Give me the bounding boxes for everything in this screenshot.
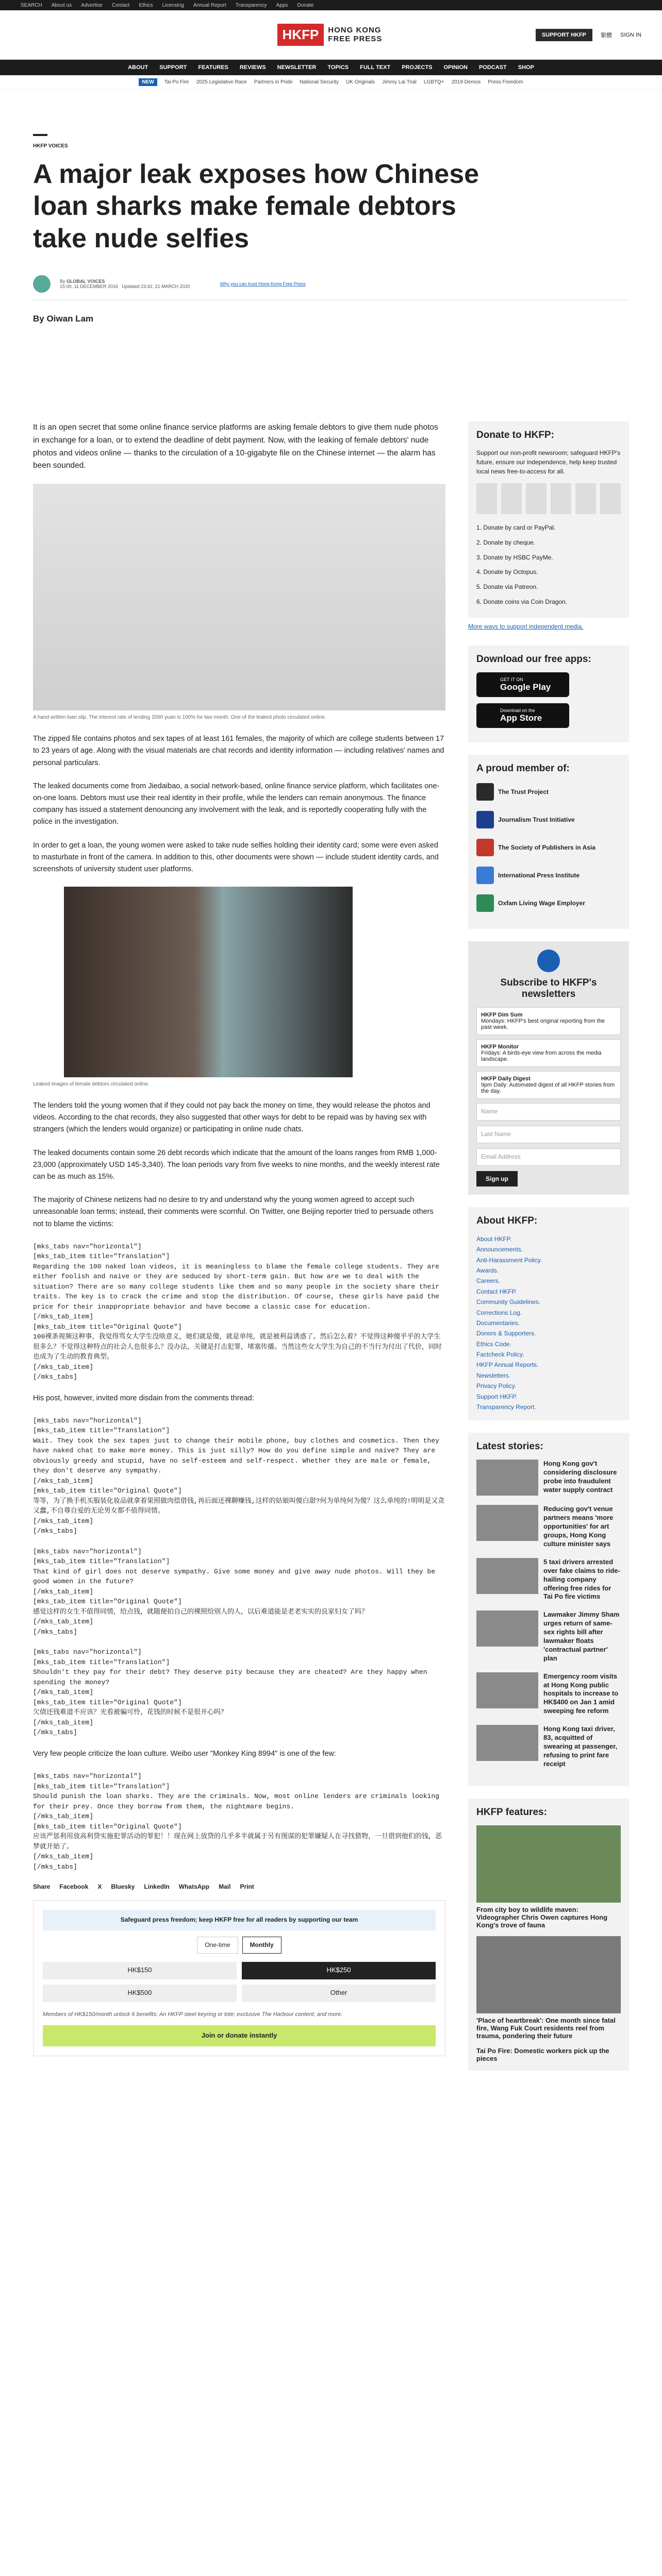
nav-opinion[interactable]: OPINION bbox=[443, 64, 468, 71]
article-title: A major leak exposes how Chinese loan sharks make female debtors take nude selfies bbox=[33, 159, 479, 253]
newsletter-panel bbox=[468, 941, 629, 1195]
author-avatar bbox=[33, 275, 51, 293]
tier-option[interactable]: HK$500 bbox=[43, 1985, 237, 2002]
donate-method[interactable]: 3. Donate by HSBC PayMe. bbox=[476, 553, 553, 561]
latest-item[interactable]: Hong Kong taxi driver, 83, acquitted of swearing at passenger, refusing to print fare receipt bbox=[476, 1725, 621, 1768]
share-linkedin[interactable]: LinkedIn bbox=[144, 1883, 170, 1891]
nav-support[interactable]: SUPPORT bbox=[159, 64, 187, 71]
paragraph: His post, however, invited more disdain from the comments thread: bbox=[33, 1394, 254, 1402]
sopa-icon bbox=[476, 839, 494, 856]
share-mail[interactable]: Mail bbox=[219, 1883, 231, 1891]
paragraph: The leaked documents contain some 26 debt records which indicate that the amount of the loans ranges from RMB 1,000-23,000 (approximately USD 145-3,340). The loan periods vary from five weeks to nine months, and the weekly interest rate can be as much as 15%. bbox=[33, 1148, 440, 1181]
quote-block: [mks_tabs nav="horizontal"] [mks_tab_item title="Translation"] That kind of girl does not deserve sympathy. Give some money and give away nude photos. Will they be good women in the future? [/mks_tab_item] [mks_tab_item title="Original Quote"] 感觉这样的女生不值得同情，给点钱，就随便拍自己的裸照给别人的人，以后难道能是老老实实的良家妇女了吗？ [/mks_tab_item] [/mks_tabs] bbox=[33, 1547, 436, 1636]
logo-line1: HONG KONG bbox=[328, 26, 382, 35]
jti-icon bbox=[476, 811, 494, 828]
nav-features[interactable]: FEATURES bbox=[198, 64, 228, 71]
hkfp-badge-icon bbox=[537, 950, 560, 972]
nav-topics[interactable]: TOPICS bbox=[327, 64, 349, 71]
member-logo[interactable]: Journalism Trust Initiative bbox=[476, 809, 621, 830]
features-panel bbox=[468, 1799, 629, 2071]
quote-block: [mks_tabs nav="horizontal"] [mks_tab_item title="Translation"] Shouldn't they pay for their debt? They deserve pity because they are cheated? Are they happy when spending the money? [/mks_tab_item] [mks_tab_item title="Original Quote"] 欠债还钱难道不应该？光看被骗可怜，花钱的时候不是很开心吗？ [/mks_tab_item] [/mks_tabs] bbox=[33, 1648, 427, 1737]
donate-method[interactable]: 6. Donate coins via Coin Dragon. bbox=[476, 598, 568, 605]
share-facebook[interactable]: Facebook bbox=[59, 1883, 89, 1891]
about-link[interactable]: Ethics Code. bbox=[476, 1340, 512, 1348]
trend-item[interactable]: Partners in Pride bbox=[254, 79, 293, 85]
logo-mark: HKFP bbox=[277, 24, 324, 46]
payment-icons bbox=[476, 483, 621, 514]
newsletter-option[interactable]: HKFP Dim Sum Mondays: HKFP's best original reporting from the past week. bbox=[476, 1007, 621, 1035]
trend-item[interactable]: 2019 Demos bbox=[451, 79, 481, 85]
article-header bbox=[33, 134, 629, 340]
about-panel bbox=[468, 1207, 629, 1421]
share-whatsapp[interactable]: WhatsApp bbox=[178, 1883, 210, 1891]
donate-method[interactable]: 2. Donate by cheque. bbox=[476, 538, 536, 546]
topbar-contact[interactable]: Contact bbox=[111, 2, 130, 8]
about-link[interactable]: Documentaries. bbox=[476, 1319, 520, 1327]
share-x[interactable]: X bbox=[97, 1883, 102, 1891]
thumbnail bbox=[476, 1558, 538, 1594]
about-link[interactable]: Newsletters. bbox=[476, 1371, 511, 1379]
paragraph: In order to get a loan, the young women were asked to take nude selfies holding their identity card; some were even asked to masturbate in front of the camera. In addition to this, other documents were shown — include student identity cards, and screenshots of university student user platforms. bbox=[33, 841, 439, 873]
paragraph: The lenders told the young women that if they could not pay back the money on time, they would release the photos and videos. According to the chat records, they also suggested that other ways for debt to be repaid was by having sex with strangers (which the lenders would organize) or participating in online nude chats. bbox=[33, 1101, 431, 1134]
about-link[interactable]: About HKFP. bbox=[476, 1235, 512, 1243]
support-hkfp-button[interactable]: SUPPORT HKFP bbox=[536, 29, 592, 41]
newsletter-option[interactable]: HKFP Daily Digest 9pm Daily: Automated digest of all HKFP stories from the day. bbox=[476, 1071, 621, 1099]
lead-paragraph: It is an open secret that some online finance service platforms are asking female debtors to give them nude photos in exchange for a loan, or to extend the deadline of debt payment. Now, with the leaking of female debtors' nude photos and videos online — thanks to the circulation of a 10-gigabyte file on the Chinese internet — the alarm has been sounded. bbox=[33, 423, 438, 470]
nav-reviews[interactable]: REVIEWS bbox=[239, 64, 266, 71]
paragraph: The zipped file contains photos and sex tapes of at least 161 females, the majority of which are college students between 17 to 23 years of age. Along with the visual materials are chat records and identity information — including relatives' names and personal particulars. bbox=[33, 735, 444, 767]
thumbnail bbox=[476, 1725, 538, 1761]
nav-newsletter[interactable]: NEWSLETTER bbox=[277, 64, 317, 71]
paragraph: Very few people criticize the loan culture. Weibo user "Monkey King 8994" is one of the few: bbox=[33, 1749, 336, 1758]
feature-headline[interactable]: 'Place of heartbreak': One month since fatal fire, Wang Fuk Court residents reel from trauma, pondering their future bbox=[476, 2016, 616, 2040]
nav-shop[interactable]: SHOP bbox=[518, 64, 534, 71]
latest-item[interactable]: Reducing gov't venue partners means 'more opportunities' for art groups, Hong Kong culture minister says bbox=[476, 1505, 621, 1548]
trust-link[interactable]: Why you can trust Hong Kong Free Press bbox=[220, 281, 306, 287]
tier-option-selected[interactable]: HK$250 bbox=[242, 1962, 436, 1979]
share-print[interactable]: Print bbox=[240, 1883, 254, 1891]
apps-panel bbox=[468, 646, 629, 742]
loan-slip-photo bbox=[33, 484, 445, 710]
topbar-search[interactable]: SEARCH bbox=[21, 2, 42, 8]
logo-line2: FREE PRESS bbox=[328, 34, 383, 43]
feature-headline[interactable]: Tai Po Fire: Domestic workers pick up the pieces bbox=[476, 2046, 609, 2062]
newsletter-title: Subscribe to HKFP's newsletters bbox=[500, 977, 597, 999]
tab-monthly[interactable]: Monthly bbox=[242, 1937, 282, 1954]
paragraph: The leaked documents come from Jiedaibao, a social network-based, online finance service platform, which facilitates one-on-one loans. Debtors must use their real identity in their profile, while the lenders can remain anonymous. The finance company has issued a statement denouncing any involvement with the leak, and is reportedly cooperating fully with the police in the investigation. bbox=[33, 782, 440, 826]
member-logo[interactable]: International Press Institute bbox=[476, 865, 621, 886]
about-link[interactable]: Privacy Policy. bbox=[476, 1382, 517, 1390]
apps-title: Download our free apps: bbox=[476, 653, 591, 665]
site-logo[interactable] bbox=[277, 24, 383, 46]
trend-item[interactable]: Press Freedom bbox=[488, 79, 523, 85]
publish-date: 15:00, 11 DECEMBER 2016 bbox=[60, 284, 118, 290]
article-body bbox=[33, 421, 445, 2066]
new-badge: NEW bbox=[139, 78, 157, 86]
about-link[interactable]: Careers. bbox=[476, 1277, 501, 1285]
tier-option[interactable]: HK$150 bbox=[43, 1962, 237, 1979]
trend-item[interactable]: Jimmy Lai Trial bbox=[382, 79, 417, 85]
trend-item[interactable]: 2025 Legislative Race bbox=[196, 79, 247, 85]
topbar-donate[interactable]: Donate bbox=[297, 2, 314, 8]
about-link[interactable]: Announcements. bbox=[476, 1246, 523, 1253]
feature-image[interactable] bbox=[476, 1936, 621, 2013]
nav-about[interactable]: ABOUT bbox=[128, 64, 148, 71]
topbar-advertise[interactable]: Advertise bbox=[81, 2, 103, 8]
about-link[interactable]: Factcheck Policy. bbox=[476, 1351, 524, 1359]
member-title: A proud member of: bbox=[476, 762, 570, 774]
latest-item[interactable]: 5 taxi drivers arrested over fake claims to ride-hailing company offering free rides for Tai Po fire victims bbox=[476, 1558, 621, 1601]
top-utility-bar bbox=[0, 0, 662, 10]
thumbnail bbox=[476, 1460, 538, 1496]
latest-title: Latest stories: bbox=[476, 1441, 543, 1452]
article-kicker[interactable]: HKFP VOICES bbox=[33, 143, 68, 149]
share-label: Share bbox=[33, 1883, 51, 1891]
trend-item[interactable]: UK Originals bbox=[345, 79, 375, 85]
topbar-about[interactable]: About us bbox=[51, 2, 72, 8]
about-link[interactable]: Contact HKFP. bbox=[476, 1287, 517, 1295]
tab-one-time[interactable]: One-time bbox=[197, 1937, 238, 1954]
sidebar bbox=[468, 421, 629, 2071]
sign-in-link[interactable]: SIGN IN bbox=[620, 31, 641, 38]
donate-text: Support our non-profit newsroom; safeguard HKFP's future, ensure our independence, help keep trusted local news free-to-access for all. bbox=[476, 449, 621, 475]
trust-project-icon bbox=[476, 783, 494, 801]
quote-block: [mks_tabs nav="horizontal"] [mks_tab_item title="Translation"] Should punish the loan sharks. They are the criminals. Now, most online lenders are criminals looking for their prey. Once they borrow from them, the nightmare begins. [/mks_tab_item] [mks_tab_item title="Original Quote"] 应该严惩利用放高利贷实施犯罪活动的罪犯！！现在网上放贷的几乎多半就属于另有图谋的犯罪嫌疑人在寻找猎物，一旦借到他们的钱，恶梦就开始了。 [/mks_tab_item] [/mks_tabs] bbox=[33, 1772, 442, 1871]
member-logo[interactable]: The Society of Publishers in Asia bbox=[476, 837, 621, 858]
member-logo[interactable]: Oxfam Living Wage Employer bbox=[476, 893, 621, 913]
about-link[interactable]: Donors & Supporters. bbox=[476, 1330, 536, 1337]
quote-block: [mks_tabs nav="horizontal"] [mks_tab_item title="Translation"] Regarding the 100 naked loan videos, it is meaningless to blame the female college students. They are either foolish and naive or they are seduced by short-term gain. But how are we to deal with the situation? There are so many college students like them and so many people in the society share their traits. The key is to crack the crime and stop the distribution. Of course, these girls have paid the price for their inappropriate behavior and have become a classic case for education. [/mks_tab_item] [mks_tab_item title="Original Quote"] 100裸条视频这种事，我觉得骂女大学生没啥意义，她们就是傻，就是单纯，就是被利益诱惑了。然后怎么着？不觉得这种傻乎乎的大学生很多么？不觉得这种特点的社会人也很多么？没办法，关键是打击犯罪，堵塞传播。当然这些女大学生为自己的不当行为付出了代价，同时也成为了生动的教育典型。 [/mks_tab_item] [/mks_tabs] bbox=[33, 1242, 442, 1381]
feature-headline[interactable]: From city boy to wildlife maven: Videographer Chris Owen captures Hong Kong's trove of fauna bbox=[476, 1905, 608, 1929]
about-link[interactable]: Support HKFP. bbox=[476, 1393, 518, 1400]
topbar-apps[interactable]: Apps bbox=[276, 2, 288, 8]
ipi-icon bbox=[476, 867, 494, 884]
about-link[interactable]: Anti-Harassment Policy. bbox=[476, 1256, 542, 1264]
donate-method[interactable]: 5. Donate via Patreon. bbox=[476, 583, 538, 591]
about-link[interactable]: Awards. bbox=[476, 1266, 499, 1274]
members-panel bbox=[468, 755, 629, 929]
trend-item[interactable]: National Security bbox=[300, 79, 339, 85]
newsletter-option[interactable]: HKFP Monitor Fridays: A birds-eye view from across the media landscape. bbox=[476, 1039, 621, 1067]
leaked-images-photo bbox=[64, 887, 353, 1077]
latest-item[interactable]: Hong Kong gov't considering disclosure probe into fraudulent water supply contract bbox=[476, 1460, 621, 1496]
paragraph: The majority of Chinese netizens had no desire to try and understand why the young women agreed to accept such unreasonable loan terms; instead, their comments were scornful. On Twitter, one Beijing reporter tried to persuade others not to blame the victims: bbox=[33, 1196, 434, 1228]
feature-image[interactable] bbox=[476, 1825, 621, 1903]
latest-panel bbox=[468, 1433, 629, 1786]
more-ways-link[interactable]: More ways to support independent media. bbox=[468, 622, 584, 630]
language-switch[interactable]: 繁體 bbox=[601, 32, 613, 39]
name-field[interactable]: Name bbox=[476, 1103, 621, 1121]
kicker-rule bbox=[33, 134, 47, 136]
topbar-ethics[interactable]: Ethics bbox=[139, 2, 153, 8]
tier-grid bbox=[43, 1962, 436, 2002]
topbar-annual-report[interactable]: Annual Report bbox=[193, 2, 226, 8]
latest-item[interactable]: Emergency room visits at Hong Kong public hospitals to increase to HK$400 on Jan 1 amid sweeping fee reform bbox=[476, 1672, 621, 1716]
about-link[interactable]: Corrections Log. bbox=[476, 1309, 522, 1316]
email-field[interactable]: Email Address bbox=[476, 1148, 621, 1166]
donate-method[interactable]: 1. Donate by card or PayPal. bbox=[476, 524, 556, 531]
features-title: HKFP features: bbox=[476, 1806, 547, 1818]
nav-full-text[interactable]: FULL TEXT bbox=[360, 64, 391, 71]
trending-bar bbox=[0, 75, 662, 90]
masthead bbox=[0, 10, 662, 60]
donate-note: Members of HK$150/month unlock 6 benefits: An HKFP steel keyring or tote; exclusive The Harbour content; and more. bbox=[43, 2011, 343, 2018]
donate-panel bbox=[468, 421, 629, 618]
photo-caption: A hand written loan slip. The interest rate of lending 2000 yuan is 100% for two month. One of the leaked photo circulated online. bbox=[33, 715, 326, 721]
google-play-button[interactable]: GET IT ON Google Play bbox=[476, 672, 569, 697]
updated-date: Updated 23:42, 21 MARCH 2020 bbox=[122, 284, 190, 290]
donate-box bbox=[33, 1900, 445, 2056]
photo-caption: Leaked images of female debtors circulated online. bbox=[33, 1081, 150, 1088]
author-name[interactable]: GLOBAL VOICES bbox=[67, 279, 105, 284]
last-name-field[interactable]: Last Name bbox=[476, 1126, 621, 1143]
thumbnail bbox=[476, 1672, 538, 1708]
donate-method[interactable]: 4. Donate by Octopus. bbox=[476, 568, 538, 576]
oxfam-icon bbox=[476, 894, 494, 912]
share-bluesky[interactable]: Bluesky bbox=[111, 1883, 135, 1891]
article-meta: By GLOBAL VOICES 15:00, 11 DECEMBER 2016 Updated 23:42, 21 MARCH 2020 Why you can trust Hong Kong Free Press bbox=[33, 275, 629, 300]
donate-title: Donate to HKFP: bbox=[476, 430, 554, 440]
about-title: About HKFP: bbox=[476, 1215, 538, 1226]
nav-projects[interactable]: PROJECTS bbox=[402, 64, 433, 71]
about-link[interactable]: Community Guidelines. bbox=[476, 1298, 541, 1306]
trend-item[interactable]: Tai Po Fire bbox=[164, 79, 189, 85]
join-donate-button[interactable]: Join or donate instantly bbox=[43, 2025, 436, 2046]
main-nav bbox=[0, 60, 662, 75]
topbar-transparency[interactable]: Transparency bbox=[235, 2, 267, 8]
thumbnail bbox=[476, 1505, 538, 1541]
about-link[interactable]: HKFP Annual Reports. bbox=[476, 1361, 539, 1369]
quote-block: [mks_tabs nav="horizontal"] [mks_tab_item title="Translation"] Wait. They took the sex tapes just to change their mobile phone, buy clothes and cosmetics. Then they have naked chat to make more money. This is just silly? How do you define simple and naive? They are obviously greedy and stupid, have no self-esteem and self-respect. Whether they are male or female, they don't deserve any sympathy. [/mks_tab_item] [mks_tab_item title="Original Quote"] 等等，为了换手机买服装化妆品就拿着果照做肉偿借钱,再后面还裸聊赚钱,这样的姑娘叫傻白甜?何为单纯何为傻？这么单纯的!明明是又贪又蠢,不自尊自爱的无论男女都不值得同情。 [/mks_tab_item] [/mks_tabs] bbox=[33, 1416, 445, 1535]
latest-item[interactable]: Lawmaker Jimmy Sham urges return of same-sex rights bill after lawmaker floats 'contractual partner' plan bbox=[476, 1611, 621, 1663]
app-store-button[interactable]: Download on the App Store bbox=[476, 703, 569, 728]
share-bar bbox=[33, 1882, 445, 1892]
signup-button[interactable]: Sign up bbox=[476, 1171, 518, 1187]
about-link[interactable]: Transparency Report. bbox=[476, 1403, 536, 1411]
trend-item[interactable]: LGBTQ+ bbox=[423, 79, 444, 85]
tier-option[interactable]: Other bbox=[242, 1985, 436, 2002]
donate-lead: Safeguard press freedom; keep HKFP free for all readers by supporting our team bbox=[43, 1910, 436, 1930]
topbar-licensing[interactable]: Licensing bbox=[162, 2, 184, 8]
byline: By Oiwan Lam bbox=[33, 314, 94, 324]
nav-podcast[interactable]: PODCAST bbox=[478, 64, 507, 71]
thumbnail bbox=[476, 1611, 538, 1647]
member-logo[interactable]: The Trust Project bbox=[476, 782, 621, 802]
